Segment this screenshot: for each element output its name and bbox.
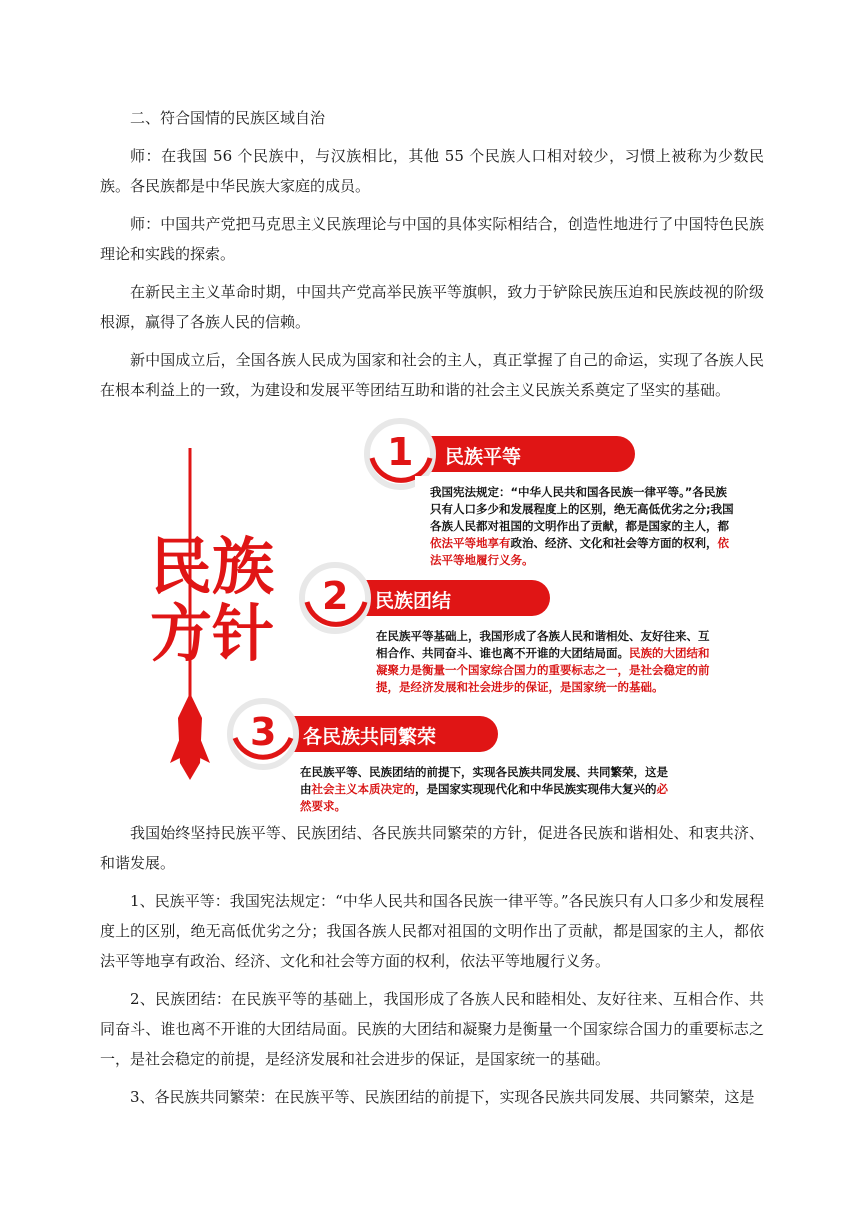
- item-1-title: 民族平等: [445, 446, 522, 468]
- paragraph: 师：在我国 56 个民族中，与汉族相比，其他 55 个民族人口相对较少，习惯上被称为少数民族。各民族都是中华民族大家庭的成员。: [100, 147, 765, 195]
- big-char-zhen: 针: [212, 597, 275, 670]
- paragraph: 3、各民族共同繁荣：在民族平等、民族团结的前提下，实现各民族共同发展、共同繁荣，这是: [130, 1088, 755, 1106]
- big-char-zu: 族: [212, 530, 275, 603]
- paragraph: 1、民族平等：我国宪法规定：“中华人民共和国各民族一律平等。”各民族只有人口多少和发展程度上的区别，绝无高低优劣之分；我国各族人民都对祖国的文明作出了贡献，都是国家的主人，都依法平等地享有政治、经济、文化和社会等方面的权利，依法平等地履行义务。: [100, 892, 764, 970]
- item-1-number: 1: [387, 430, 414, 474]
- item-2-title: 民族团结: [375, 590, 452, 612]
- policy-figure: [140, 418, 740, 813]
- big-char-fang: 方: [150, 597, 213, 670]
- item-3-text: 在民族平等、民族团结的前提下，实现各民族共同发展、共同繁荣，这是由社会主义本质决定的，是国家实现现代化和中华民族实现伟大复兴的必然要求。: [300, 765, 668, 813]
- paragraph: 师：中国共产党把马克思主义民族理论与中国的具体实际相结合，创造性地进行了中国特色民族理论和实践的探索。: [100, 215, 764, 263]
- paragraph: 在新民主主义革命时期，中国共产党高举民族平等旗帜，致力于铲除民族压迫和民族歧视的阶级根源，赢得了各族人民的信赖。: [100, 283, 764, 331]
- arrow-head-icon: [178, 693, 202, 780]
- item-1-text: 我国宪法规定：“中华人民共和国各民族一律平等。”各民族只有人口多少和发展程度上的区别，绝无高低优劣之分;我国各族人民都对祖国的文明作出了贡献，都是国家的主人，都依法平等地享有政治、经济、文化和社会等方面的权利，依法平等地履行义务。: [430, 485, 734, 567]
- item-2-text: 在民族平等基础上，我国形成了各族人民和谐相处、友好往来、互相合作、共同奋斗、谁也离不开谁的大团结局面。民族的大团结和凝聚力是衡量一个国家综合国力的重要标志之一，是社会稳定的前提，是经济发展和社会进步的保证，是国家统一的基础。: [376, 629, 710, 694]
- paragraph: 2、民族团结：在民族平等的基础上，我国形成了各族人民和睦相处、友好往来、互相合作、共同奋斗、谁也离不开谁的大团结局面。民族的大团结和凝聚力是衡量一个国家综合国力的重要标志之一，是社会稳定的前提，是经济发展和社会进步的保证，是国家统一的基础。: [100, 990, 764, 1068]
- big-char-min: 民: [150, 530, 213, 603]
- item-3-number: 3: [250, 710, 277, 754]
- item-2-number: 2: [322, 574, 349, 618]
- paragraph: 新中国成立后，全国各族人民成为国家和社会的主人，真正掌握了自己的命运，实现了各族人民在根本利益上的一致，为建设和发展平等团结互助和谐的社会主义民族关系奠定了坚实的基础。: [100, 351, 764, 399]
- paragraph: 我国始终坚持民族平等、民族团结、各民族共同繁荣的方针，促进各民族和谐相处、和衷共济、和谐发展。: [100, 824, 764, 872]
- section-heading: 二、符合国情的民族区域自治: [130, 109, 326, 127]
- item-3-title: 各民族共同繁荣: [303, 726, 437, 748]
